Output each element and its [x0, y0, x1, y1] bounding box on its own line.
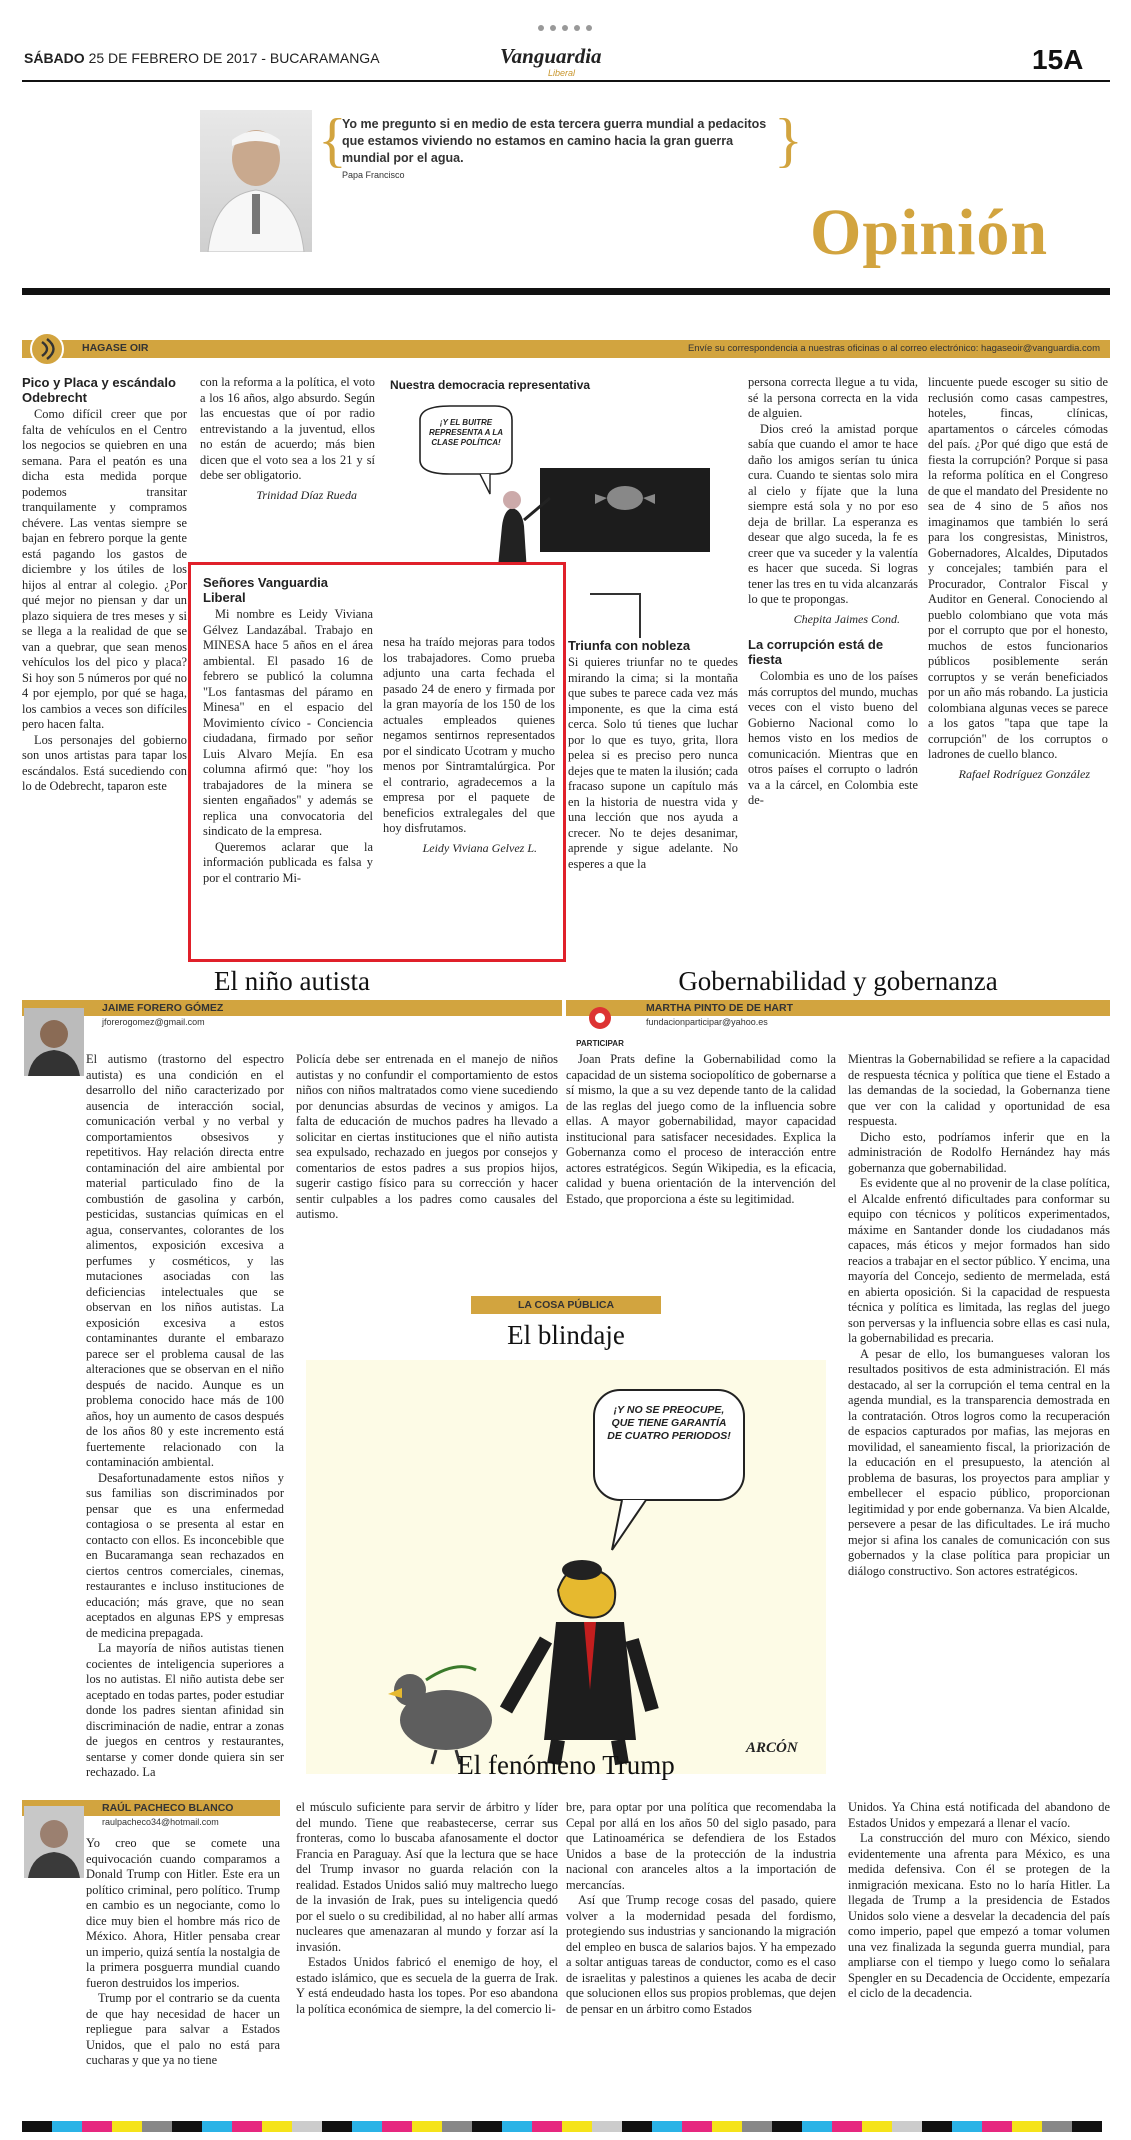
author-email: jforerogomez@gmail.com [102, 1017, 205, 1027]
article-body: El autismo (trastorno del espectro autista) es una condición en el desarrollo del niño caracterizado por ausencia de interacción social, comunicación verbal y no verbal y comportamientos obsesivos y repetitivos. Hay relación directa entre contaminación del aire ambiental por material particulado fino de la combustión de gasolina y carbón, pesticidas, sustancias químicas en el agua, conservantes, colorantes de los alimentos, exposición excesiva a perfumes y cosméticos, y las mutaciones asociadas con las deficiencias intelectuales que se observan en los niños autistas. La exposición excesiva a estos contaminantes durante el embarazo parece ser el problema causal de las alteraciones que se observan en el niño después de nacido. Aunque es un problema conocido hace más de 100 años, hoy un aumento de casos después de los años 80 y este incremento está fuertemente relacionado con la contaminación ambiental. [86, 1052, 284, 1469]
author-email: raulpacheco34@hotmail.com [102, 1817, 219, 1827]
byline-pinto [566, 1000, 1110, 1028]
newspaper-logo: Vanguardia [500, 44, 602, 68]
participar-logo: PARTICIPAR [572, 1004, 628, 1048]
article-body-2: La construcción del muro con México, siendo evidentemente una afrenta para México, es una medida defensiva. Con él se protegen de la inmigración mexicana. Esto no lo haría Hitler. La llegada de Trump a la presidencia de Estados Unidos solo viene a desvelar la decadencia del país como imperio, papel que empezó a tomar volumen una vez finalizada la segunda guerra mundial, para ampliarse con el tiempo y luego como lo señalara Spengler en su Decadencia de Occidente, empezaría el ciclo de la decadencia. [848, 1831, 1110, 2000]
article-body: Mientras la Gobernabilidad se refiere a la capacidad de respuesta técnica y política que tiene el Estado a las demandas de la sociedad, la Gobernanza tiene que ver con la calidad y oportunidad de esa respuesta. [848, 1052, 1110, 1128]
article-body-2: Dicho esto, podríamos inferir que en la administración de Rodolfo Hernández hay más gobernanza que gobernabilidad. [848, 1129, 1110, 1175]
registration-dots [520, 18, 610, 26]
letter-body: Como difícil creer que por falta de vehículos en el Centro los negocios se quiebren en una semana. Para el peatón es una dicha esta medida porque podemos transitar tranquilamente y compramos chévere. Las ventas siempre se bajan en febrero porque la gente está pagando los gastos de diciembre y los útiles de los hijos al entrar al colegio. ¿Por qué mejor no piensan y dar un plazo siquiera de tres meses y si se llega a la realidad de que se van a quebrar, que sean menos vehículos los del pico y placa? Si hoy son 5 números por qué no 4 por ejemplo, por qué se haga, los cambios a veces son difíciles pero hacen falta. [22, 407, 187, 731]
letter-title: Señores Vanguardia Liberal [203, 575, 328, 605]
letter-minesa-col1 [203, 575, 373, 955]
quote-open-brace: { [318, 107, 347, 173]
author-name: RAÚL PACHECO BLANCO [22, 1800, 280, 1816]
article-body: el músculo suficiente para servir de árbitro y líder del mundo. Tiene que reabastecerse, cerrar sus fronteras, como lo buscaba afanosamente el doctor Francia en Paraguay. Así que la lectura que se hace del Trump invasor no guarda relación con la realidad. Estados Unidos salió muy maltrecho luego de la invasión de Irak, pues su inteligencia quedó por el suelo o su credibilidad, al no haber allí armas nucleares que amenazaran al mundo y forzar así la invasión. [296, 1800, 558, 1954]
article-body: Yo creo que se comete una equivocación cuando comparamos a Donald Trump con Hitler. Este era un político criminal, pero político. Trump en cambio es un negociante, como lo dice muy bien el hombre más rico de México. Ahora, Hitler pensaba crear un imperio, quizá sentía la nostalgia de la primera posguerra mundial cuando fueron destruidos los imperios. [86, 1836, 280, 1990]
article-trump-col1 [22, 1836, 280, 2114]
pope-quote [318, 107, 803, 194]
quote-author: Papa Francisco [342, 170, 405, 180]
quote-close-brace: } [774, 107, 803, 173]
byline-forero [22, 1000, 562, 1028]
hagase-oir-icon [30, 332, 64, 366]
article-gobernanza-col2 [848, 1052, 1110, 1787]
article-body-2: Desafortunadamente estos niños y sus familias son discriminados por pensar que es una enfermedad contagiosa o se presenta al estar en contacto con ellos. Es inconcebible que en Bucaramanga sean rechazados en ciertos centros comerciales, cinemas, restaurantes e incluso instituciones de educación; más grave, que no sean aceptados en algunas EPS y empresas de medicina prepagada. [86, 1470, 284, 1640]
article-trump-col2 [296, 1800, 558, 2114]
article-body: Policía debe ser entrenada en el manejo de niños autistas y no confundir el comportamiento de estos niños con niños maltratados como viene sucediendo por denuncias absurdas de vecinos y amigos. La falta de educación de muchos padres ha llevado a solicitar en ciertas instituciones que el niño autista sea expulsado, rechazado en juegos por consejos y comentarios de estos padres a sus propios hijos, sugerir castigo físico para su corrección y hacer sentir culpables a los padres como causales del autismo. [296, 1052, 558, 1221]
article-body-2: Así que Trump recoge cosas del pasado, quiere volver a la modernidad pesada del fordismo, protegiendo sus industrias y sancionando la migración del empleo en busca de salarios bajos. Y ha empezado a soltar antiguas tareas de conductor, como es el caso de israelitas y palestinos a quienes les acaba de decir que solucionen ellos sus propios problemas, que dejen de pensar en un árbitro como Estados [566, 1893, 836, 2016]
letter-body-2: Dios creó la amistad porque sabía que cuando el amor te hace daño los amigos serían tu única cura. Cuando te sientas solo mira al cielo y fíjate que la luna siempre está sola y no por eso deja de brillar. La esperanza es desear que algo suceda, la fe es creer que va suceder y la valentía es hacer que suceda. Si logras tener las tres en tu vida alcanzarás lo que te propongas. [748, 421, 918, 606]
letter-corrupcion-continued [928, 375, 1108, 960]
cartoon-panel [306, 1360, 826, 1774]
hagase-oir-note: Envíe su correspondencia a nuestras oficinas o al correo electrónico: hagaseoir@vanguardia.com [687, 343, 1100, 354]
highlighted-letter-box [188, 562, 566, 962]
headline-gobernabilidad: Gobernabilidad y gobernanza [678, 966, 998, 996]
letter-minesa-col2 [383, 635, 555, 955]
cartoon-signature: ARCÓN [746, 1740, 798, 1756]
letter-body-3: Colombia es uno de los países más corruptos del mundo, muchas veces con el visto bueno del Gobierno Nacional como lo hemos visto en los medios de comunicación. Mientras que en otros países el corrupto o ladrón va a la cárcel, en Colombia este de- [748, 669, 918, 807]
letter-amistad-corrupcion [748, 375, 918, 955]
letter-signature: Chepita Jaimes Cond. [793, 611, 900, 626]
letter-title: La corrupción está de fiesta [748, 637, 884, 667]
color-registration-bar [22, 2120, 1110, 2132]
letter-body: nesa ha traído mejoras para todos los trabajadores. Como prueba adjunto una carta fechada el pasado 24 de enero y firmada por la gran mayoría de los 150 de los actuales empleados quienes negamos sentirnos representados por el sindicato Ucotram y mucho menos por Sintramtalúrgica. Por el contrario, agradecemos a la empresa por el paquete de beneficios extralegales del que hoy disfrutamos. [383, 635, 555, 835]
page-date: SÁBADO 25 DE FEBRERO DE 2017 - BUCARAMANGA [24, 50, 380, 66]
author-email: fundacionparticipar@yahoo.es [646, 1017, 768, 1027]
letter-body: lincuente puede escoger su sitio de reclusión como casas campestres, hoteles, fincas, clínicas, apartamentos o cárceles cómodas del país. ¿Por qué digo que está de fiesta la corrupción? Porque si pasa la reforma política en el Congreso de que el mandato del Presidente no sea de 4 sino de 5 años nos imaginamos que también lo será para los congresistas, Ministros, Gobernadores, Alcaldes, Diputados y concejales; también para el Procurador, Contralor Fiscal y Auditor en General. Conociendo al pueblo colombiano que vota más por el corrupto que por el honesto, muchos de estos funcionarios públicos posiblemente serán corruptos y se verán beneficiados por un año más robando. La justicia colombiana algunas veces se parece a los gatos "tapa que tape la corrupción" de los corruptos o ladrones de cuello blanco. [928, 375, 1108, 761]
masthead-rule [22, 80, 1110, 82]
letter-reforma-continued [200, 375, 375, 555]
section-rule [22, 288, 1110, 295]
quote-text: Yo me pregunto si en medio de esta tercera guerra mundial a pedacitos que estamos viviendo no estamos en camino hacia la gran guerra mundial por el agua. [342, 117, 767, 165]
letter-body-2: Los personajes del gobierno son unos artistas para tapar los escándalos. Está sucediendo con lo de Odebrecht, taparon este [22, 732, 187, 793]
letter-title: Triunfa con nobleza [568, 638, 691, 653]
letter-signature: Rafael Rodríguez González [958, 766, 1090, 781]
cartoon-blindaje [296, 1290, 836, 1780]
article-body: Joan Prats define la Gobernabilidad como la capacidad de un sistema sociopolítico de gobernarse a sí mismo, la que a su vez depende tanto de la calidad de las reglas del juego como de la influencia sobre ellas. A mayor gobernabilidad, mayor capacidad institucional para satisfacer necesidades. Explica la Gobernanza como el proceso de interacción entre actores estratégicos. Según Wikipedia, es la eficacia, calidad y buena orientación de la intervención del Estado, que proporciona a éste su legitimidad. [566, 1052, 836, 1206]
hagase-oir-bar [22, 340, 1110, 358]
article-body-2: Estados Unidos fabricó el enemigo de hoy, el estado islámico, que es secuela de la guerra de Irak. Y está endeudado hasta los topes. Por eso abandona la política económica de siempre, la del comercio li- [296, 1955, 558, 2016]
article-body: Unidos. Ya China está notificada del abandono de Estados Unidos y empezará a llenar el vacío. [848, 1800, 1110, 1830]
cartoon-bubble-text: ¡Y NO SE PREOCUPE, QUE TIENE GARANTÍA DE CUATRO PERIODOS! [607, 1404, 731, 1442]
article-autista-col2 [296, 1052, 558, 1282]
article-body-4: A pesar de ello, los bumangueses valoran los resultados positivos de esta administración. El más destacado, al ser la corrupción el tema central en la agenda mundial, es la transparencia demostrada en la contratación. Otros logros como la recuperación de espacios capturados por mafias, las mejoras en movilidad, el saneamiento fiscal, la priorización de la educación en el presupuesto, la atención al problema de basuras, los proyectos para ampliar y embellecer el espacio público, proporcionan legitimidad y por ende gobernanza. Va bien Alcalde, persevere a pesar de las dificultades. Le irá mucho mejor si afina los canales de comunicación con sus gobernados y la clase política para propiciar un diálogo constructivo. Son actores estratégicos. [848, 1346, 1110, 1578]
article-body-2: Trump por el contrario se da cuenta de que hay necesidad de hacer un repliegue para salvar a Estados Unidos, que el palo no está para cucharas y que ya no tiene [86, 1991, 280, 2067]
letter-signature: Trinidad Díaz Rueda [256, 487, 357, 502]
letter-signature: Leidy Viviana Gelvez L. [422, 840, 537, 855]
newspaper-logo-sub: Liberal [548, 68, 576, 78]
letter-body: Si quieres triunfar no te quedes mirando la cima; si la montaña que subes te parece cada vez más imponente, es que la cima está cerca. Solo tú tienes que luchar por lo que es tuyo, grita, llora pelea si es preciso pero nunca dejes que te maten la ilusión; cada fracaso supone un capítulo más en la historia de nuestra vida y una lección que nos ayuda a crecer. No te dejes desanimar, aprende y sigue adelante. No esperes a que la [568, 655, 738, 871]
article-body-3: Es evidente que al no provenir de la clase política, el Alcalde enfrentó dificultades para conformar su equipo con técnicos y políticos experimentados, máxime en Santander donde los ciudadanos más capaces, más éticos y mejor formados han sido reacios a trabajar en el sector público. Y encima, una mayoría del Concejo, sediento de mermelada, está en abierta oposición. Si la capacidad de respuesta técnica y política es limitada, las reglas del juego son perversas y la influencia sobre ellas es casi nula, la gobernabilidad es precaria. [848, 1176, 1110, 1345]
letter-title: Pico y Placa y escándalo Odebrecht [22, 375, 176, 405]
headline-trump: El fenómeno Trump [457, 1750, 675, 1780]
letter-body: Mi nombre es Leidy Viviana Gélvez Landazábal. Trabajo en MINESA hace 5 años en el área ambiental. El pasado 16 de febrero se publicó la columna "Los fantasmas del páramo en Minesa" en el espacio del Movimiento cívico - Conciencia ciudadana, firmado por señor Luis Alvaro Mejía. En esa columna afirmó que: "hoy los trabajadores de la minera se sienten engañados" y además se replica una convocatoria del sindicato de la empresa. [203, 607, 373, 838]
letter-body-2: Queremos aclarar que la información publicada es falsa y por el contrario Mi- [203, 839, 373, 885]
letter-body: persona correcta llegue a tu vida, sé la persona correcta en la vida de alguien. [748, 375, 918, 420]
letter-body: con la reforma a la política, el voto a los 16 años, algo absurdo. Según las encuestas que oí por radio entrevistando a la juventud, ellos no están de acuerdo; más bien dicen que el voto sea a los 21 y sí debe ser obligatorio. [200, 375, 375, 482]
section-title: Opinión [810, 196, 1049, 269]
article-body-3: La mayoría de niños autistas tienen cocientes de inteligencia superiores a los no autistas. El niño autista debe ser aceptado en todas partes, poder estudiar donde los padres sientan afinidad sin discriminación de nadie, entrar a zonas de juegos en centros y restaurantes, sentarse y comer donde quiera sin ser rechazado. La [86, 1641, 284, 1779]
article-trump-col4 [848, 1800, 1110, 2114]
cartoon-title: Nuestra democracia representativa [390, 378, 591, 392]
cartoon-bubble-text: ¡Y EL BUITRE REPRESENTA A LA CLASE POLÍTICA! [428, 418, 504, 447]
author-name: MARTHA PINTO DE DE HART [566, 1000, 1110, 1016]
cartoon-title: El blindaje [507, 1320, 625, 1350]
hagase-oir-label: HAGASE OIR [82, 342, 149, 354]
article-autista-col1 [22, 1052, 284, 1787]
cartoon-kicker: LA COSA PÚBLICA [471, 1296, 661, 1314]
letter-pico-placa [22, 375, 187, 945]
pope-photo [200, 110, 312, 252]
letter-triunfa [568, 638, 738, 954]
headline-nino-autista: El niño autista [214, 966, 370, 996]
article-trump-col3 [566, 1800, 836, 2114]
article-body: bre, para optar por una política que recomendaba la Cepal por allá en los años 50 del siglo pasado, para que Latinoamérica se defendiera de los Estados Unidos a base de la protección de la industria nacional con aranceles altos a la importación de mercancías. [566, 1800, 836, 1892]
article-gobernanza-col1 [566, 1052, 836, 1282]
page-number: 15A [1032, 44, 1084, 75]
author-name: JAIME FORERO GÓMEZ [22, 1000, 562, 1016]
